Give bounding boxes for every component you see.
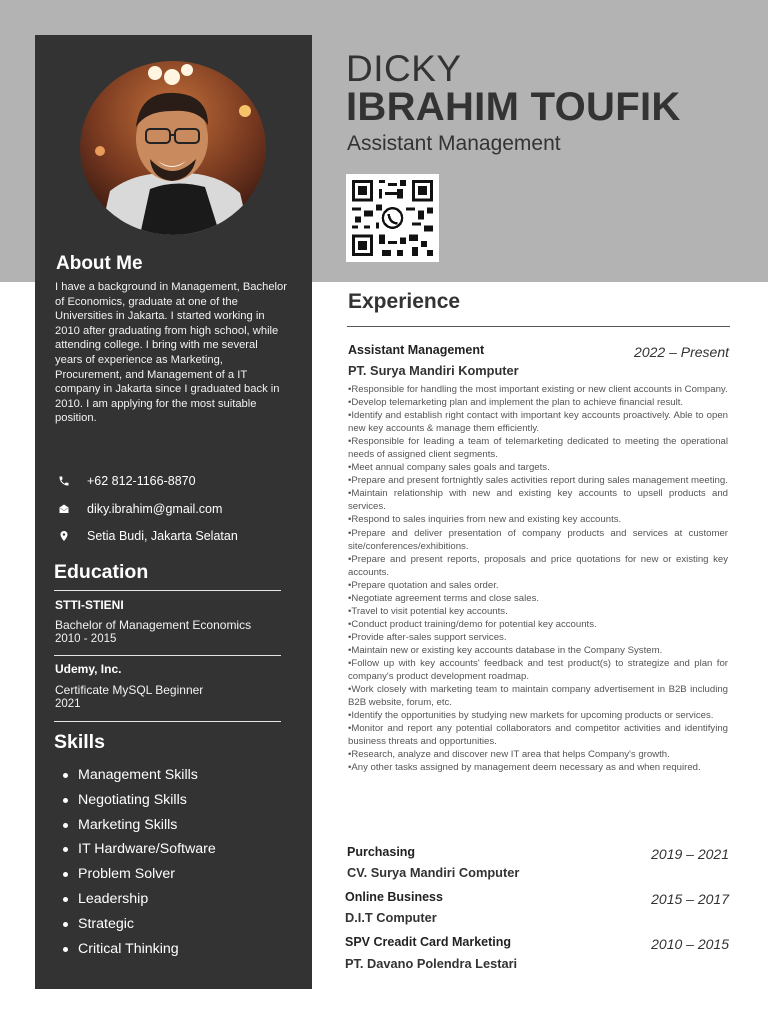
job-role: Online Business (345, 890, 443, 904)
edu-years: 2010 - 2015 (55, 633, 117, 645)
skills-rule (54, 721, 281, 722)
list-item: •Prepare and present fortnightly sales activities report during sales management meeting. (348, 475, 728, 487)
edu-degree: Bachelor of Management Economics (55, 618, 252, 632)
location-pin-icon (57, 529, 71, 543)
list-item: Negotiating Skills (78, 788, 216, 813)
list-item: •Responsible for leading a team of telemarketing dedicated to meeting the operational needs of assigned client segments. (348, 436, 728, 461)
qr-code-icon[interactable] (346, 174, 439, 262)
list-item: Management Skills (78, 763, 216, 788)
list-item: •Travel to visit potential key accounts. (348, 605, 508, 617)
job-period: 2010 – 2015 (651, 936, 729, 952)
contact-email (57, 502, 222, 516)
job-role: Assistant Management (348, 343, 485, 357)
list-item: •Prepare and present reports, proposals and price quotations for new or existing key accounts. (348, 553, 728, 578)
job-role: Purchasing (347, 845, 416, 859)
list-item: Problem Solver (78, 862, 216, 887)
skills-title: Skills (54, 731, 105, 753)
list-item: •Negotiate agreement terms and close sales. (348, 592, 540, 604)
list-item: •Conduct product training/demo for potential key accounts. (348, 618, 597, 630)
job-period: 2019 – 2021 (651, 846, 729, 862)
edu-school: Udemy, Inc. (55, 662, 122, 676)
list-item: IT Hardware/Software (78, 837, 216, 862)
profile-photo (80, 61, 266, 235)
education-title: Education (54, 561, 149, 583)
envelope-icon (57, 502, 71, 516)
job-company: PT. Surya Mandiri Komputer (348, 363, 519, 378)
job-company: CV. Surya Mandiri Computer (347, 865, 520, 880)
about-text: I have a background in Management, Bachelor of Economics, graduate at one of the Universities in Jakarta. I started working in 2010 after graduating from high school, while attending college. I bring with me several years of experience as Marketing, Procurement, and Management of a IT company in Jakarta since I graduated back in 2010. I am applying for the most suitable position. (55, 281, 287, 425)
job-duties (348, 383, 728, 774)
job-company: D.I.T Computer (345, 910, 437, 925)
list-item: •Work closely with marketing team to maintain company advertisement in B2B including B2B website, forum, etc. (348, 684, 728, 709)
contact-address (57, 529, 238, 543)
list-item: •Identify the opportunities by studying new markets for upcoming products or services. (348, 710, 714, 722)
list-item: •Maintain new or existing key accounts database in the Company System. (348, 644, 663, 656)
phone-link[interactable]: +62 812-1166-8870 (87, 474, 196, 488)
list-item: •Responsible for handling the most important existing or new client accounts in Company. (348, 384, 728, 395)
job-period: 2015 – 2017 (651, 891, 729, 907)
education-rule (54, 655, 281, 656)
job-role: SPV Creadit Card Marketing (345, 935, 512, 949)
list-item: •Research, analyze and discover new IT area that helps Company's growth. (348, 749, 670, 761)
job-period: 2022 – Present (634, 344, 729, 360)
list-item: •Provide after-sales support services. (348, 631, 507, 643)
education-rule (54, 590, 281, 591)
skills-list (78, 763, 216, 961)
list-item: Critical Thinking (78, 937, 216, 962)
job-company: PT. Davano Polendra Lestari (345, 956, 518, 971)
list-item: •Respond to sales inquiries from new and existing key accounts. (348, 514, 622, 526)
last-name: IBRAHIM TOUFIK (346, 85, 681, 129)
edu-years: 2021 (55, 698, 81, 710)
edu-school: STTI-STIENI (55, 598, 124, 612)
list-item: •Develop telemarketing plan and implement the plan to achieve financial result. (348, 397, 684, 409)
phone-icon (57, 474, 71, 488)
contact-phone (57, 474, 196, 488)
edu-degree: Certificate MySQL Beginner (55, 683, 204, 697)
list-item: •Any other tasks assigned by management deem necessary as and when required. (348, 762, 701, 774)
list-item: •Identify and establish right contact with important key accounts proactively. Able to open new key accounts & manage them efficiently. (348, 410, 728, 435)
experience-title: Experience (348, 290, 461, 313)
experience-rule (347, 326, 730, 327)
about-title: About Me (56, 253, 143, 274)
first-name: DICKY (346, 48, 462, 89)
email-link[interactable]: diky.ibrahim@gmail.com (87, 502, 223, 516)
list-item: •Follow up with key accounts' feedback and test product(s) to strategize and plan for company's product development roadmap. (348, 657, 728, 683)
list-item: •Meet annual company sales goals and targets. (348, 462, 550, 474)
list-item: Marketing Skills (78, 813, 216, 838)
job-title: Assistant Management (347, 132, 561, 155)
list-item: •Monitor and report any potential collaborators and competitor activities and identifying business threats and opportunities. (348, 723, 728, 748)
list-item: Leadership (78, 887, 216, 912)
list-item: •Prepare quotation and sales order. (348, 579, 499, 591)
address-text: Setia Budi, Jakarta Selatan (87, 529, 238, 543)
list-item: •Prepare and deliver presentation of company products and services at customer site/conferences/exhibitions. (348, 527, 728, 552)
list-item: Strategic (78, 912, 216, 937)
list-item: •Maintain relationship with new and existing key accounts to upsell products and services. (348, 488, 728, 513)
sidebar (35, 35, 312, 989)
